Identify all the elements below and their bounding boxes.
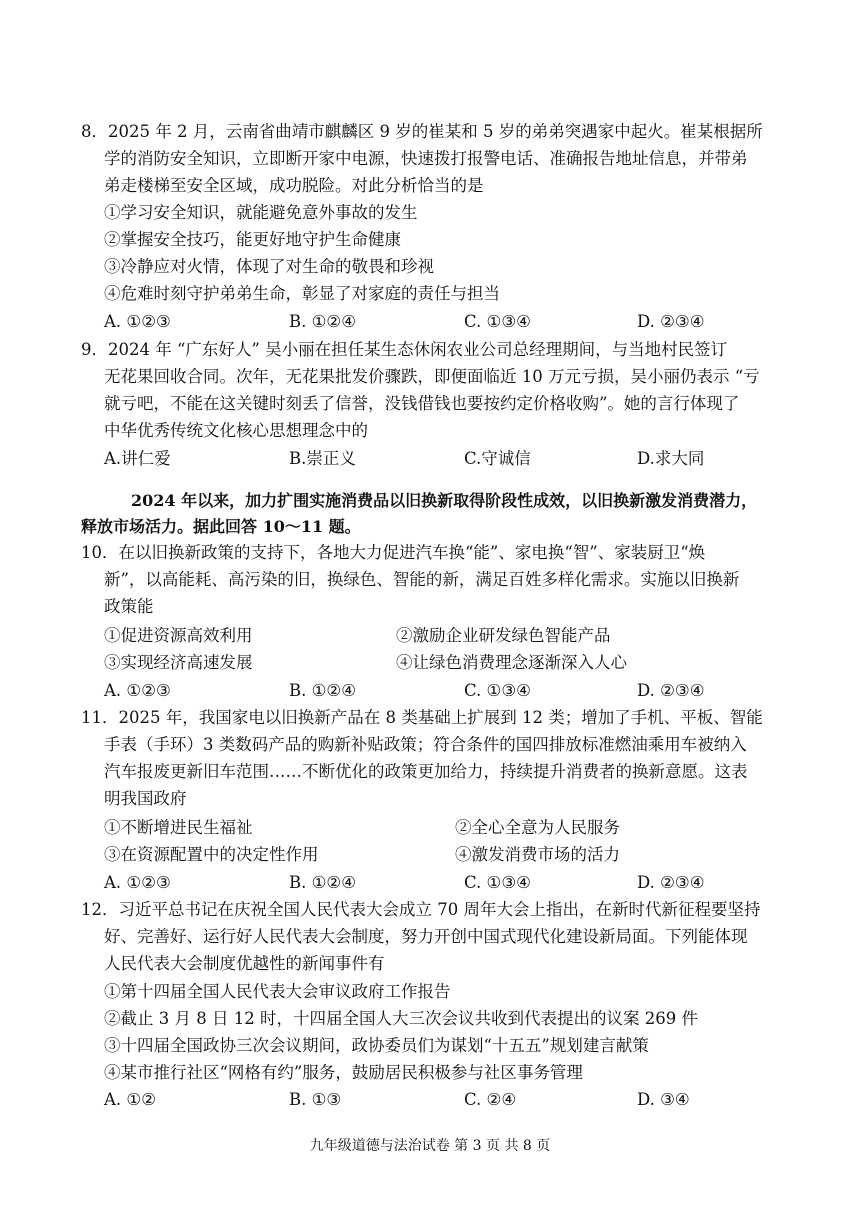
question-12-stem-line: 好、完善好、运行好人民代表大会制度，努力开创中国式现代化建设新局面。下列能体现	[104, 927, 748, 946]
option-b: B. ①②④	[289, 312, 356, 331]
option-a: A. ①②③	[104, 681, 171, 700]
question-10-statement: ③实现经济高速发展	[104, 653, 253, 672]
question-9-stem-line: 中华优秀传统文化核心思想理念中的	[104, 421, 368, 440]
question-11-statement: ③在资源配置中的决定性作用	[104, 845, 319, 864]
page-footer: 九年级道德与法治试卷 第 3 页 共 8 页	[309, 1138, 551, 1154]
option-d: D. ③④	[637, 1090, 690, 1109]
question-8-statement: ②掌握安全技巧，能更好地守护生命健康	[104, 230, 401, 249]
question-11-stem-line: 汽车报废更新旧车范围……不断优化的政策更加给力，持续提升消费者的换新意愿。这表	[104, 762, 748, 781]
question-9-stem-line: 无花果回收合同。次年，无花果批发价骤跌，即便面临近 10 万元亏损，吴小丽仍表示 “亏	[104, 367, 760, 386]
question-10-statement: ②激励企业研发绿色智能产品	[396, 626, 611, 645]
question-10-statement: ①促进资源高效利用	[104, 626, 253, 645]
option-c: C. ②④	[464, 1090, 517, 1109]
option-b: B. ①②④	[289, 681, 356, 700]
question-10-stem-line: 新”，以高能耗、高污染的旧，换绿色、智能的新，满足百姓多样化需求。实施以旧换新	[104, 570, 740, 589]
question-11-statement: ①不断增进民生福祉	[104, 818, 253, 837]
option-c: C. ①③④	[464, 312, 531, 331]
option-c: C.守诚信	[464, 449, 531, 468]
option-c: C. ①③④	[464, 873, 531, 892]
material-intro-line: 释放市场活力。据此回答 10～11 题。	[81, 517, 361, 536]
material-intro-line: 2024 年以来，加力扩围实施消费品以旧换新取得阶段性成效，以旧换新激发消费潜力，	[131, 491, 758, 510]
question-8-statement: ④危难时刻守护弟弟生命，彰显了对家庭的责任与担当	[104, 284, 500, 303]
question-8-statement: ③冷静应对火情，体现了对生命的敬畏和珍视	[104, 257, 434, 276]
question-10-stem-line: 政策能	[104, 597, 154, 616]
question-12-statement: ②截止 3 月 8 日 12 时，十四届全国人大三次会议共收到代表提出的议案 269 件	[104, 1009, 698, 1028]
option-b: B. ①③	[289, 1090, 342, 1109]
option-d: D. ②③④	[637, 873, 705, 892]
option-a: A. ①②	[104, 1090, 156, 1109]
option-d: D.求大同	[637, 449, 705, 468]
question-8-stem-line: 8．2025 年 2 月，云南省曲靖市麒麟区 9 岁的崔某和 5 岁的弟弟突遇家中起火。崔某根据所	[81, 122, 763, 141]
question-11-stem-line: 手表（手环）3 类数码产品的购新补贴政策；符合条件的国四排放标准燃油乘用车被纳入	[104, 735, 747, 754]
option-c: C. ①③④	[464, 681, 531, 700]
question-9-stem-line: 9．2024 年 “广东好人” 吴小丽在担任某生态休闲农业公司总经理期间，与当地村民签订	[81, 340, 728, 359]
question-8-stem-line: 学的消防安全知识，立即断开家中电源，快速拨打报警电话、准确报告地址信息，并带弟	[104, 149, 748, 168]
question-10-statement: ④让绿色消费理念逐渐深入人心	[396, 653, 627, 672]
question-10-stem-line: 10．在以旧换新政策的支持下，各地大力促进汽车换“能”、家电换“智”、家装厨卫“焕	[81, 543, 706, 562]
question-8-stem-line: 弟走楼梯至安全区域，成功脱险。对此分析恰当的是	[104, 176, 484, 195]
option-a: A.讲仁爱	[104, 449, 171, 468]
question-12-statement: ③十四届全国政协三次会议期间，政协委员们为谋划“十五五”规划建言献策	[104, 1036, 649, 1055]
question-12-statement: ④某市推行社区“网格有约”服务，鼓励居民积极参与社区事务管理	[104, 1063, 583, 1082]
question-11-stem-line: 明我国政府	[104, 789, 187, 808]
question-9-stem-line: 就亏吧，不能在这关键时刻丢了信誉，没钱借钱也要按约定价格收购”。她的言行体现了	[104, 394, 740, 413]
question-12-stem-line: 人民代表大会制度优越性的新闻事件有	[104, 954, 385, 973]
option-b: B.崇正义	[289, 449, 356, 468]
option-a: A. ①②③	[104, 312, 171, 331]
option-d: D. ②③④	[637, 312, 705, 331]
question-11-statement: ②全心全意为人民服务	[455, 818, 620, 837]
option-a: A. ①②③	[104, 873, 171, 892]
question-11-stem-line: 11．2025 年，我国家电以旧换新产品在 8 类基础上扩展到 12 类；增加了手机、平板、智能	[81, 708, 763, 727]
question-8-statement: ①学习安全知识，就能避免意外事故的发生	[104, 203, 418, 222]
question-11-statement: ④激发消费市场的活力	[455, 845, 620, 864]
question-12-stem-line: 12．习近平总书记在庆祝全国人民代表大会成立 70 周年大会上指出，在新时代新征程要坚持	[81, 900, 761, 919]
option-d: D. ②③④	[637, 681, 705, 700]
option-b: B. ①②④	[289, 873, 356, 892]
question-12-statement: ①第十四届全国人民代表大会审议政府工作报告	[104, 982, 451, 1001]
